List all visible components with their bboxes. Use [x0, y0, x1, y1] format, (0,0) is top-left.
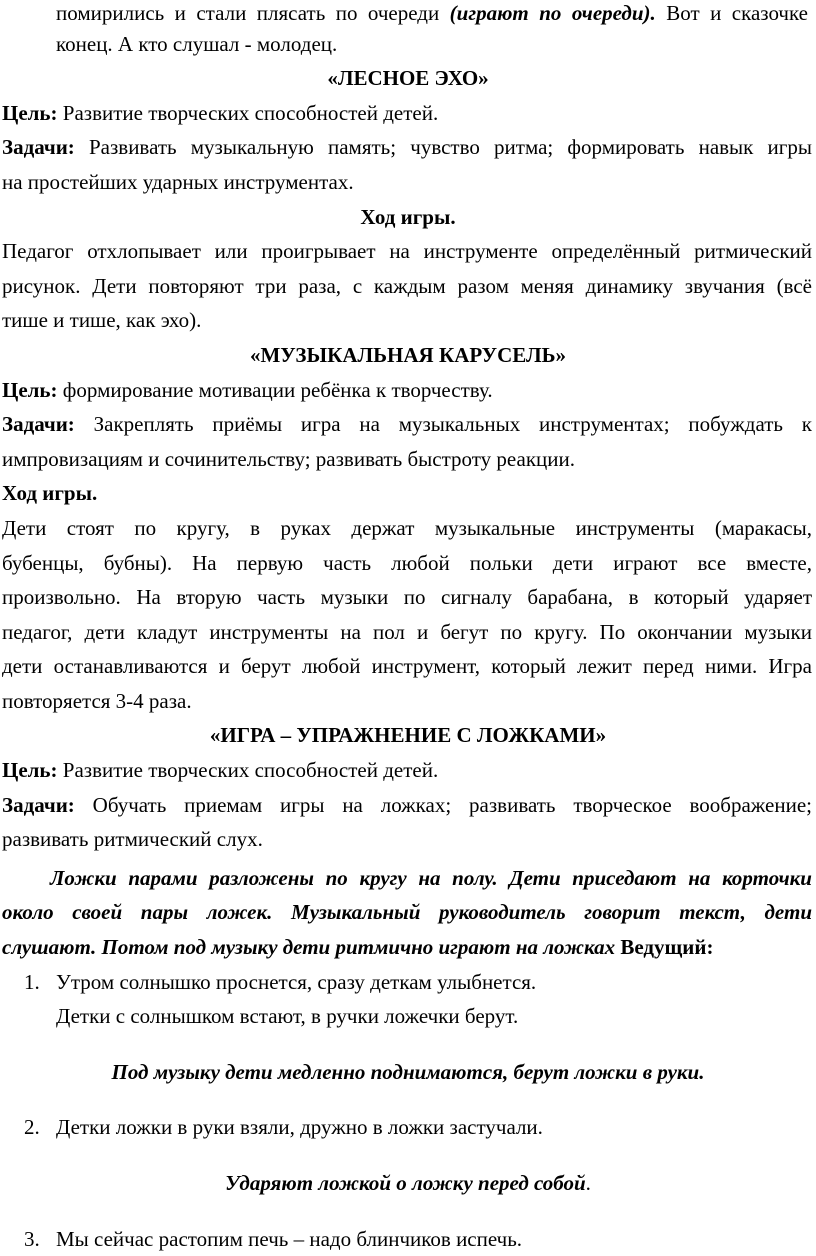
tasks-text: Обучать приемам игры на ложках; развивать творческое воображение; — [74, 792, 812, 817]
list-text: Утром солнышко проснется, сразу деткам улыбнется. — [56, 969, 537, 994]
list-text: Мы сейчас растопим печь – надо блинчиков испечь. — [56, 1226, 523, 1251]
list-item — [0, 1222, 816, 1256]
goal-label: Цель: — [2, 100, 58, 125]
action-note-2 — [0, 1166, 816, 1201]
game2-body-line-4: педагог, дети кладут инструменты на пол и бегут по кругу. По окончании музыки — [2, 619, 812, 644]
game3-tasks-line-2: развивать ритмический слух. — [2, 827, 263, 852]
game2-progress-title: Ход игры. — [2, 481, 98, 506]
list-number: 1. — [24, 969, 40, 994]
game1-progress-title: Ход игры. — [360, 204, 456, 229]
game3-title: «ИГРА – УПРАЖНЕНИЕ С ЛОЖКАМИ» — [209, 723, 607, 748]
action-note-1: Под музыку дети медленно поднимаются, берут ложки в руки. — [111, 1059, 705, 1084]
game2-body-line-2: бубенцы, бубны). На первую часть любой польки дети играют все вместе, — [2, 550, 812, 575]
game3-goal — [0, 753, 816, 788]
game1-body-line-1: Педагог отхлопывает или проигрывает на инструменте определённый ритмический — [2, 239, 812, 264]
list-item — [0, 965, 816, 1000]
leader-label: Ведущий: — [615, 935, 714, 960]
list-text: Детки ложки в руки взяли, дружно в ложки застучали. — [56, 1115, 543, 1140]
game3-italic-line-3 — [0, 930, 816, 965]
game3-italic-line-2: около своей пары ложек. Музыкальный руководитель говорит текст, дети — [2, 900, 812, 925]
game1-tasks-line-1 — [0, 130, 816, 165]
goal-text: Развитие творческих способностей детей. — [57, 100, 439, 125]
game2-body-last: повторяется 3-4 раза. — [2, 688, 192, 713]
game2-body-line-3: произвольно. На вторую часть музыки по сигналу барабана, в который ударяет — [2, 585, 812, 610]
game1-title: «ЛЕСНОЕ ЭХО» — [327, 66, 489, 91]
goal-label: Цель: — [2, 377, 58, 402]
tasks-text: Закреплять приёмы игра на музыкальных инструментах; побуждать к — [74, 412, 812, 437]
game2-tasks-line-1 — [0, 407, 816, 442]
intro-text-italic: (играют по очереди). — [449, 1, 656, 25]
tasks-label: Задачи: — [2, 412, 75, 437]
tasks-text: Развивать музыкальную память; чувство ритма; формировать навык игры — [74, 135, 812, 160]
game1-tasks-line-2: на простейших ударных инструментах. — [2, 169, 354, 194]
list-number: 3. — [24, 1226, 40, 1251]
game2-title: «МУЗЫКАЛЬНАЯ КАРУСЕЛЬ» — [249, 342, 567, 367]
action-text: Ударяют ложкой о ложку перед собой — [225, 1171, 586, 1195]
list-item-sub: Детки с солнышком встают, в ручки ложечки берут. — [56, 1004, 519, 1029]
goal-text: формирование мотивации ребёнка к творчеству. — [57, 377, 493, 402]
game3-tasks-line-1 — [0, 788, 816, 823]
italic-text: слушают. Потом под музыку дети ритмично играют на ложках — [2, 935, 616, 960]
tasks-label: Задачи: — [2, 792, 75, 817]
game1-goal — [0, 96, 816, 131]
goal-label: Цель: — [2, 758, 58, 783]
goal-text: Развитие творческих способностей детей. — [57, 758, 439, 783]
action-dot: . — [585, 1171, 591, 1195]
intro-line-2: конец. А кто слушал - молодец. — [56, 31, 338, 56]
intro-text-a: помирились и стали плясать по очереди — [56, 1, 450, 25]
list-item — [0, 1110, 816, 1145]
tasks-label: Задачи: — [2, 135, 75, 160]
intro-text-c: Вот и сказочке — [655, 1, 808, 25]
game1-body-line-3: тише и тише, как эхо). — [2, 308, 202, 333]
list-number: 2. — [24, 1115, 40, 1140]
game2-tasks-line-2: импровизациям и сочинительству; развивать быстроту реакции. — [2, 446, 575, 471]
game3-italic-line-1: Ложки парами разложены по кругу на полу. Дети приседают на корточки — [50, 865, 812, 890]
game1-body-line-2: рисунок. Дети повторяют три раза, с каждым разом меняя динамику звучания (всё — [2, 273, 812, 298]
game2-goal — [0, 373, 816, 408]
game2-body-line-1: Дети стоят по кругу, в руках держат музыкальные инструменты (маракасы, — [2, 515, 812, 540]
game2-body-line-5: дети останавливаются и берут любой инструмент, который лежит перед ними. Игра — [2, 654, 812, 679]
